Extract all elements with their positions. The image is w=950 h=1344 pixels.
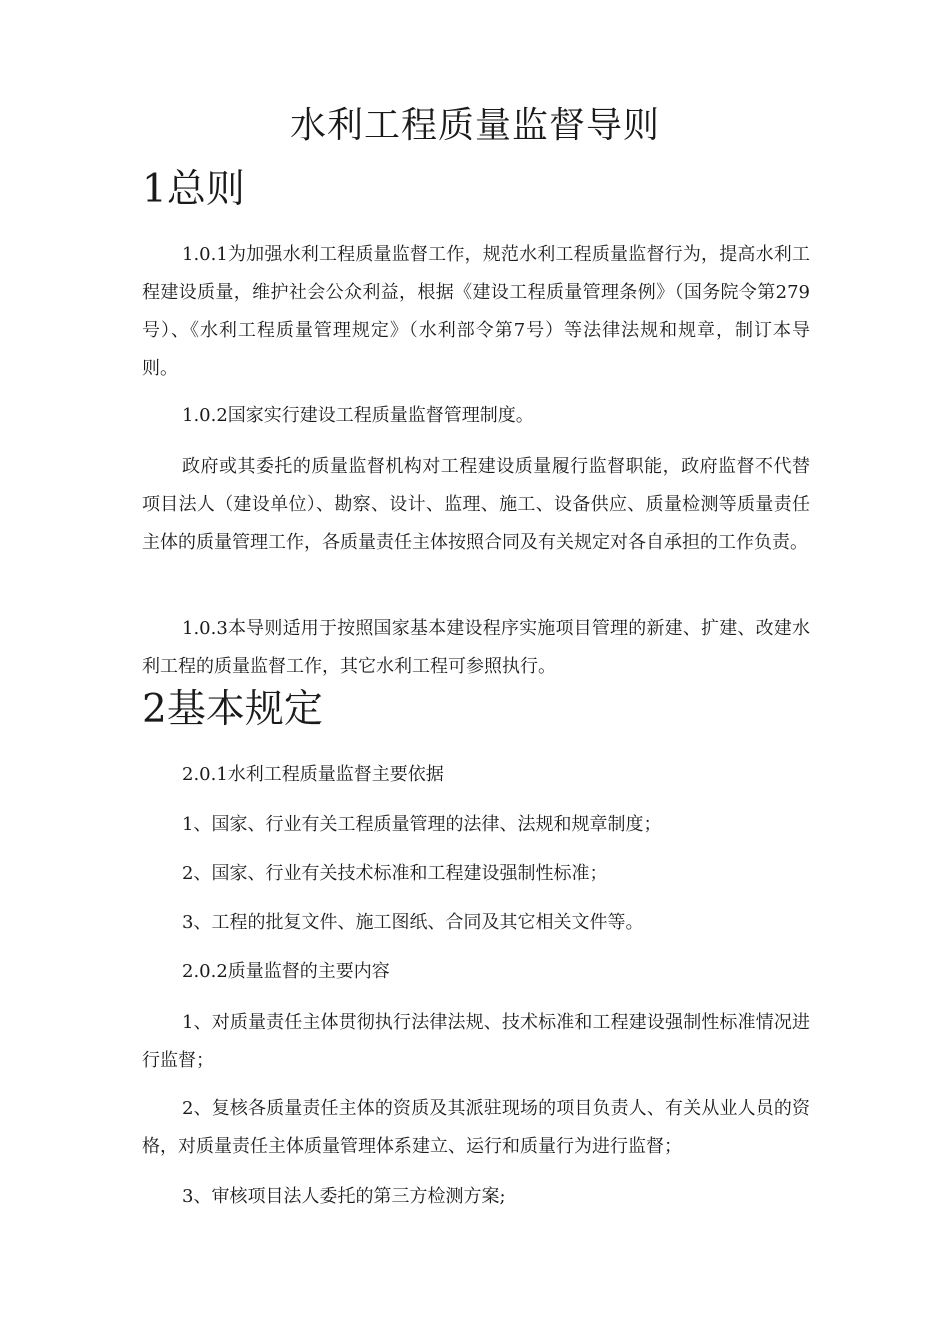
paragraph-1-0-1: 1.0.1为加强水利工程质量监督工作，规范水利工程质量监督行为，提高水利工程建设质量，维护社会公众利益，根据《建设工程质量管理条例》（国务院令第279号）、《水利工程质量管理规定》（水利部令第7号）等法律法规和规章，制订本导则。: [142, 244, 810, 379]
document-title: 水利工程质量监督导则: [289, 105, 660, 146]
paragraph-1-0-3: 1.0.3本导则适用于按照国家基本建设程序实施项目管理的新建、扩建、改建水利工程的质量监督工作，其它水利工程可参照执行。: [142, 618, 810, 677]
paragraph-government-supervision: 政府或其委托的质量监督机构对工程建设质量履行监督职能，政府监督不代替项目法人（建设单位）、勘察、设计、监理、施工、设备供应、质量检测等质量责任主体的质量管理工作，各质量责任主体按照合同及有关规定对各自承担的工作负责。: [142, 456, 810, 553]
paragraph-1-0-2: 1.0.2国家实行建设工程质量监督管理制度。: [182, 405, 534, 426]
paragraph-2-0-2: 2.0.2质量监督的主要内容: [182, 961, 390, 982]
list-item-2-0-2-1: 1、对质量责任主体贯彻执行法律法规、技术标准和工程建设强制性标准情况进行监督；: [142, 1012, 810, 1071]
section-heading-general: 1总则: [142, 167, 245, 212]
list-item-2-0-1-1: 1、国家、行业有关工程质量管理的法律、法规和规章制度；: [182, 814, 662, 835]
list-item-2-0-2-3: 3、审核项目法人委托的第三方检测方案;: [182, 1186, 506, 1207]
list-item-2-0-1-3: 3、工程的批复文件、施工图纸、合同及其它相关文件等。: [182, 912, 644, 933]
list-item-2-0-2-2: 2、复核各质量责任主体的资质及其派驻现场的项目负责人、有关从业人员的资格，对质量责任主体质量管理体系建立、运行和质量行为进行监督；: [142, 1098, 810, 1157]
section-heading-basic-provisions: 2基本规定: [142, 687, 323, 732]
list-item-2-0-1-2: 2、国家、行业有关技术标准和工程建设强制性标准；: [182, 863, 608, 884]
paragraph-2-0-1: 2.0.1水利工程质量监督主要依据: [182, 764, 444, 785]
